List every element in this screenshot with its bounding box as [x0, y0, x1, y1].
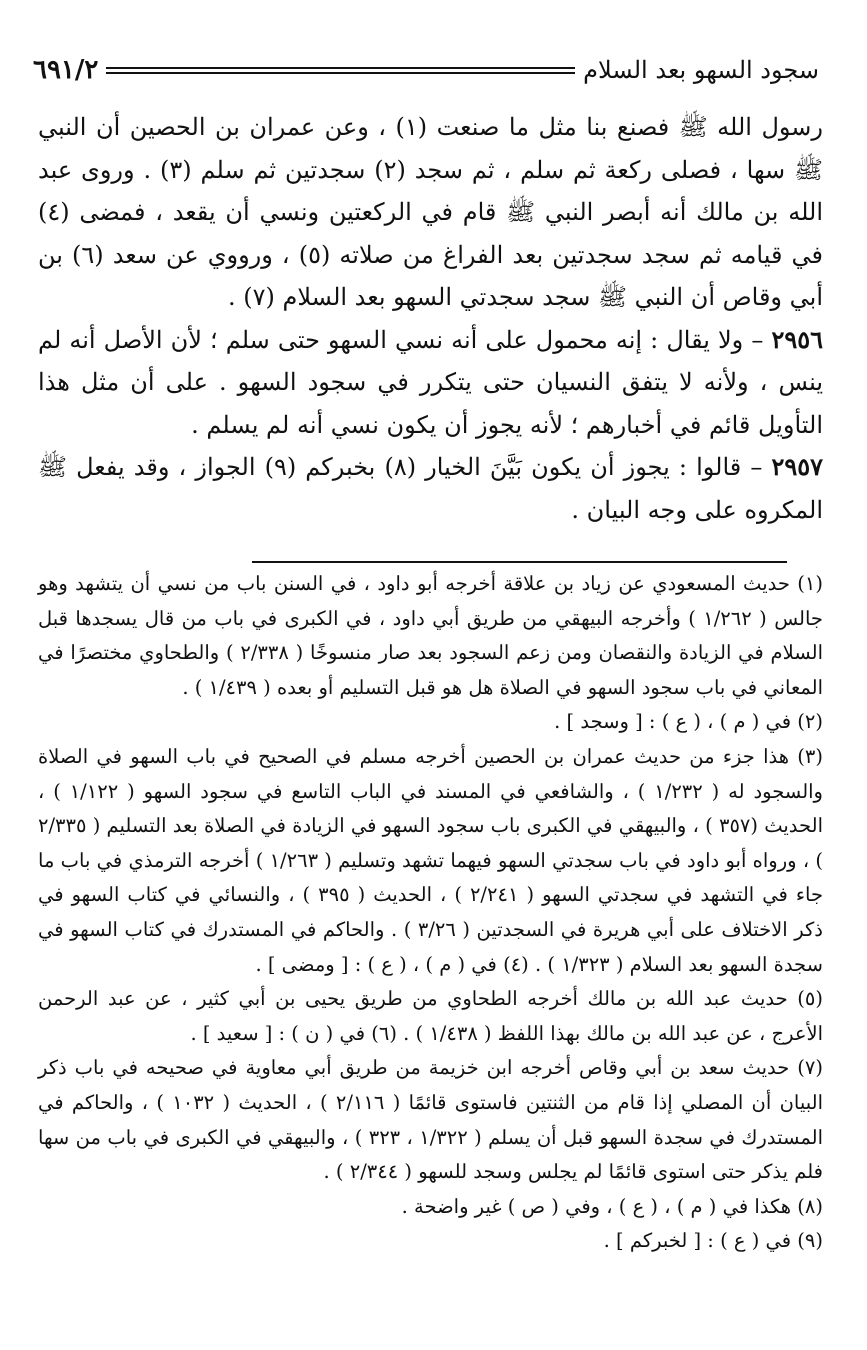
- footnote: (٢) في ( م ) ، ( ع ) : [ وسجد ] .: [554, 710, 823, 734]
- running-header: [33, 50, 819, 90]
- paragraph: [38, 446, 823, 531]
- chapter-title: سجود السهو بعد السلام: [583, 56, 819, 84]
- footnote: (٥) حديث عبد الله بن مالك أخرجه الطحاوي من طريق يحيى بن أبي كثير ، عن عبد الرحمن الأعرج ، عن عبد الله بن مالك بهذا اللفظ ( ١/٤٣٨ ) . (٦) في ( ن ) : [ سعيد ] .: [38, 987, 823, 1045]
- paragraph-text: رسول الله ﷺ فصنع بنا مثل ما صنعت (١) ، وعن عمران بن الحصين أن النبي ﷺ سها ، فصلى ركعة ثم سلم ، ثم سجد (٢) سجدتين ثم سلم (٣) . وروى عبد الله بن مالك أنه أبصر النبي ﷺ قام في الركعتين ونسي أن يقعد ، فمضى (٤) في قيامه ثم سجد سجدتين بعد الفراغ من صلاته (٥) ، ورووي عن سعد (٦) بن أبي وقاص أن النبي ﷺ سجد سجدتي السهو بعد السلام (٧) .: [38, 113, 824, 311]
- main-text: [38, 106, 823, 531]
- header-rule: [106, 67, 575, 74]
- footnote-separator: [252, 561, 787, 563]
- footnote: (٣) هذا جزء من حديث عمران بن الحصين أخرجه مسلم في الصحيح في باب السهو في الصلاة والسجود له ( ١/٢٣٢ ) ، والشافعي في المسند في الباب التاسع في سجود السهو ( ١/١٢٢ ) ، الحديث (٣٥٧ ) ، والبيهقي في الكبرى باب سجود السهو في الزيادة في الصلاة بعد التسليم ( ٢/٣٣٥ ) ، ورواه أبو داود في باب سجدتي السهو فيهما تشهد وتسليم ( ١/٢٦٣ ) أخرجه الترمذي في باب ما جاء في التشهد في سجدتي السهو ( ٢/٢٤١ ) ، الحديث ( ٣٩٥ ) ، والنسائي في كتاب السهو في ذكر الاختلاف على أبي هريرة في السجدتين ( ٣/٢٦ ) . والحاكم في المستدرك في كتاب السهو في سجدة السهو بعد السلام ( ١/٣٢٣ ) . (٤) في ( م ) ، ( ع ) : [ ومضى ] .: [38, 744, 824, 976]
- paragraph: [38, 106, 823, 319]
- footnote: (٧) حديث سعد بن أبي وقاص أخرجه ابن خزيمة من طريق أبي معاوية في صحيحه في باب ذكر البيان أن المصلي إذا قام من الثنتين فاستوى قائمًا ( ٢/١١٦ ) ، الحديث ( ١٠٣٢ ) ، والحاكم في المستدرك في سجدة السهو قبل أن يسلم ( ١/٣٢٢ ، ٣٢٣ ) ، والبيهقي في الكبرى في باب من سها فلم يذكر حتى استوى قائمًا لم يجلس وسجد للسهو ( ٢/٣٤٤ ) .: [38, 1056, 823, 1184]
- footnote: (٩) في ( ع ) : [ لخبركم ] .: [603, 1229, 823, 1253]
- footnote: (٨) هكذا في ( م ) ، ( ع ) ، وفي ( ص ) غير واضحة .: [401, 1194, 823, 1218]
- paragraph: [38, 319, 823, 447]
- footnotes: [38, 567, 823, 1259]
- page-number: ٦٩١/٢: [33, 55, 99, 85]
- paragraph-number: ٢٩٥٦: [771, 324, 823, 354]
- footnote: (١) حديث المسعودي عن زياد بن علاقة أخرجه أبو داود ، في السنن باب من نسي أن يتشهد وهو جالس ( ١/٢٦٢ ) وأخرجه البيهقي من طريق أبي داود ، في الكبرى في باب من قال يسجدها قبل السلام في الزيادة والنقصان ومن زعم السجود بعد صار منسوخًا ( ٢/٣٣٨ ) والطحاوي مختصرًا في المعاني في باب سجود السهو في الصلاة هل هو قبل التسليم أو بعده ( ١/٤٣٩ ) .: [38, 572, 823, 699]
- paragraph-number: ٢٩٥٧: [771, 452, 823, 481]
- paragraph-text: – ولا يقال : إنه محمول على أنه نسي السهو حتى سلم ؛ لأن الأصل أنه لم ينس ، ولأنه لا يتفق النسيان حتى يتكرر في سجود السهو . على أن مثل هذا التأويل قائم في أخبارهم ؛ لأنه يجوز أن يكون نسي أنه لم يسلم .: [38, 325, 823, 439]
- paragraph-text: – قالوا : يجوز أن يكون بَيَّنَ الخيار (٨) بخبركم (٩) الجواز ، وقد يفعل ﷺ المكروه على وجه البيان .: [38, 453, 823, 524]
